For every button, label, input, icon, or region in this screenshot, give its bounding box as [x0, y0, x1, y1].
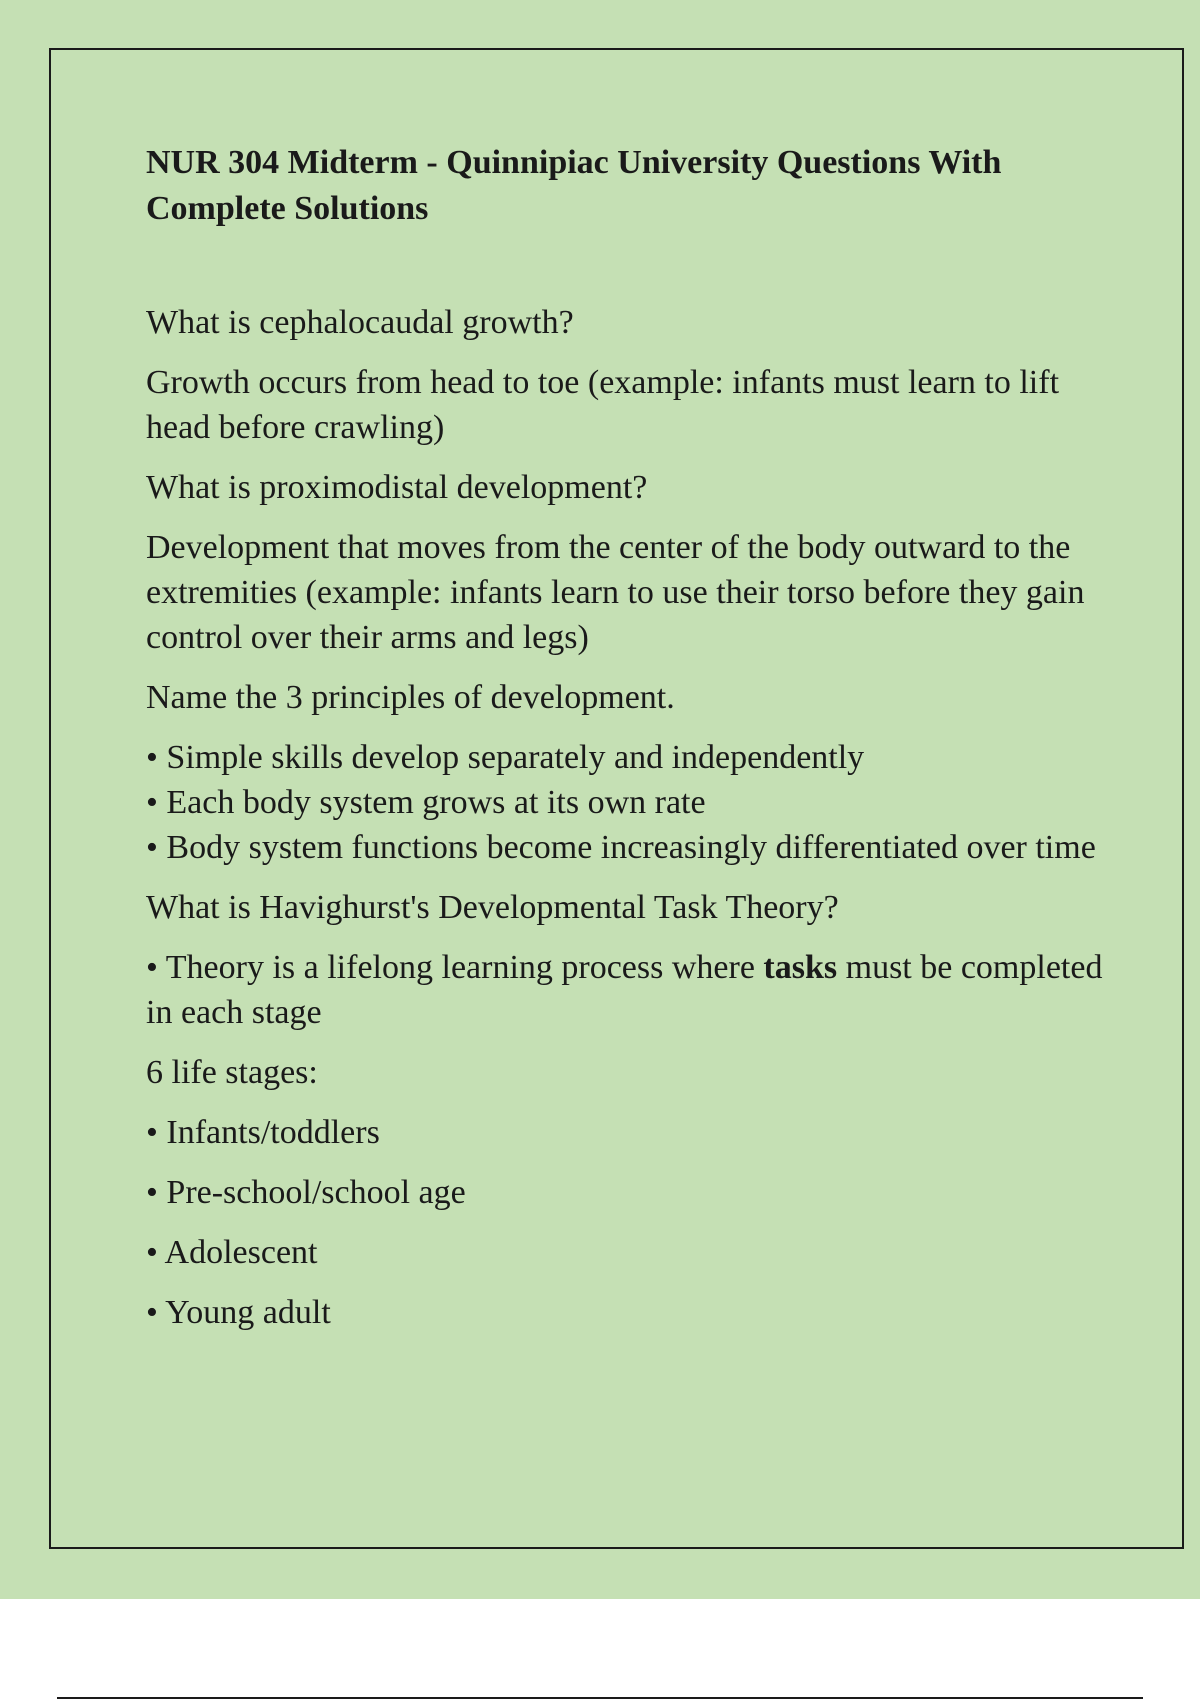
- question-3: Name the 3 principles of development.: [146, 679, 675, 716]
- answer-4-prefix: • Theory is a lifelong learning process where: [146, 949, 764, 986]
- footer-divider: [57, 1697, 1143, 1699]
- answer-4-emphasis: tasks: [763, 949, 838, 986]
- question-1: What is cephalocaudal growth?: [146, 304, 574, 341]
- list-item: • Body system functions become increasingly differentiated over time: [146, 829, 1096, 866]
- stages-label: 6 life stages:: [146, 1054, 318, 1091]
- list-item: • Each body system grows at its own rate: [146, 784, 706, 821]
- question-4: What is Havighurst's Developmental Task Theory?: [146, 889, 839, 926]
- document-content: [146, 140, 1106, 1350]
- list-item: • Young adult: [146, 1294, 331, 1331]
- document-title: NUR 304 Midterm - Quinnipiac University Questions With Complete Solutions: [146, 144, 1002, 227]
- answer-1: Growth occurs from head to toe (example: infants must learn to lift head before crawling): [146, 364, 1060, 446]
- answer-4-suffix: must be completed in each stage: [146, 949, 1103, 1031]
- answer-4: [146, 945, 1106, 1035]
- answer-2: Development that moves from the center of the body outward to the extremities (example: infants learn to use their torso before they gain control over their arms and legs): [146, 529, 1085, 656]
- answer-3-bullets: [146, 735, 1106, 870]
- list-item: • Infants/toddlers: [146, 1114, 380, 1151]
- list-item: • Simple skills develop separately and independently: [146, 739, 865, 776]
- question-2: What is proximodistal development?: [146, 469, 648, 506]
- list-item: • Pre-school/school age: [146, 1174, 466, 1211]
- list-item: • Adolescent: [146, 1234, 318, 1271]
- qa-list: [146, 300, 1106, 1335]
